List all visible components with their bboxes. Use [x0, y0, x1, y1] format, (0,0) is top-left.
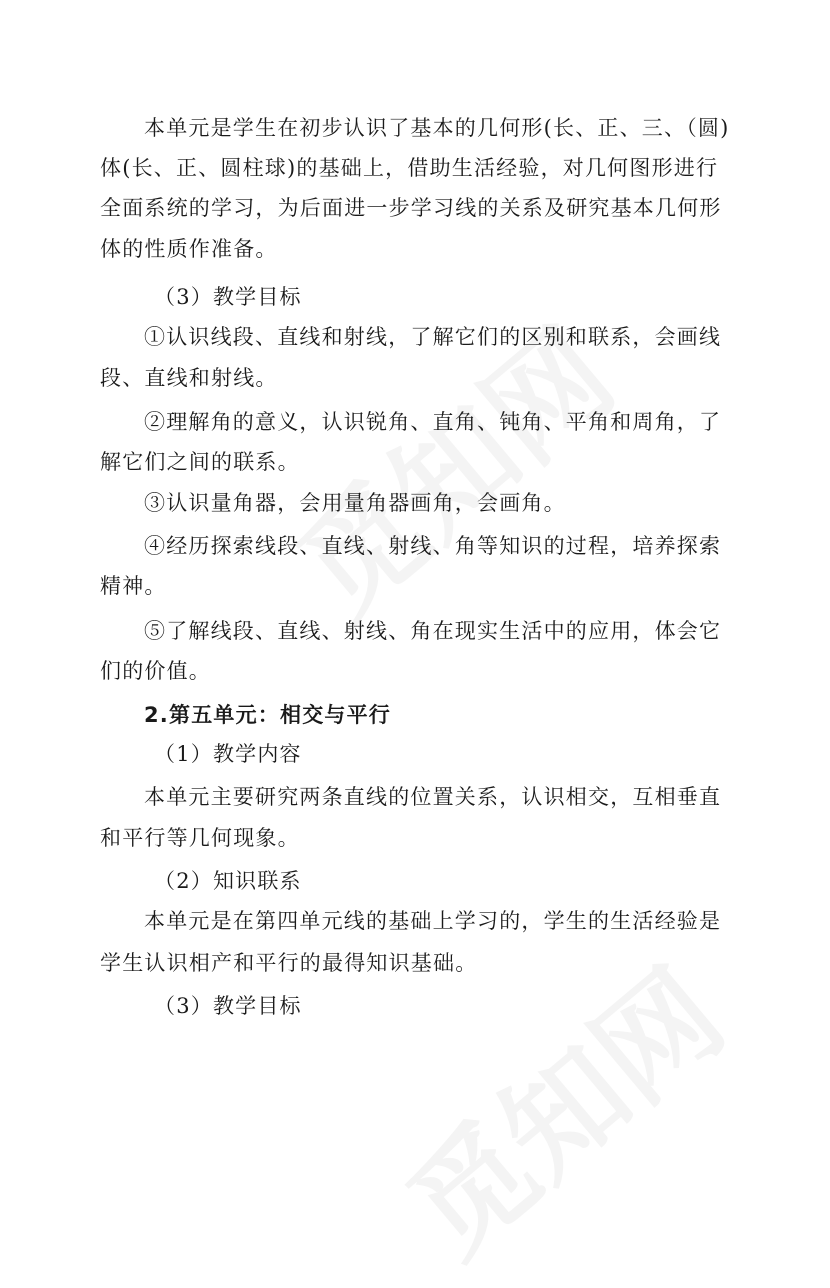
paragraph-line: 本单元是在第四单元线的基础上学习的，学生的生活经验是 — [144, 909, 722, 933]
paragraph-line: 体的性质作准备。 — [100, 237, 278, 261]
objective-item: ④经历探索线段、直线、射线、角等知识的过程，培养探索 — [144, 534, 722, 558]
section-subheading: （2）知识联系 — [154, 869, 302, 893]
objective-item: ②理解角的意义，认识锐角、直角、钝角、平角和周角，了 — [144, 410, 722, 434]
paragraph-line: 本单元主要研究两条直线的位置关系，认识相交，互相垂直 — [144, 785, 722, 809]
paragraph-line: 精神。 — [100, 574, 167, 598]
section-subheading: （3）教学目标 — [154, 285, 302, 309]
section-subheading: （1）教学内容 — [154, 742, 302, 766]
paragraph-line: 体(长、正、圆柱球)的基础上，借助生活经验，对几何图形进行 — [100, 156, 719, 180]
objective-item: ⑤了解线段、直线、射线、角在现实生活中的应用，体会它 — [144, 619, 722, 643]
section-subheading: （3）教学目标 — [154, 994, 302, 1018]
paragraph-line: 和平行等几何现象。 — [100, 826, 300, 850]
objective-item: ①认识线段、直线和射线，了解它们的区别和联系，会画线 — [144, 325, 722, 349]
paragraph-line: 学生认识相产和平行的最得知识基础。 — [100, 951, 478, 975]
paragraph-line: 解它们之间的联系。 — [100, 450, 300, 474]
paragraph-line: 全面系统的学习，为后面进一步学习线的关系及研究基本几何形 — [100, 196, 722, 220]
paragraph-line: 段、直线和射线。 — [100, 366, 278, 390]
watermark — [367, 924, 753, 1287]
objective-item: ③认识量角器，会用量角器画角，会画角。 — [144, 491, 566, 515]
paragraph-line: 们的价值。 — [100, 659, 211, 683]
section-heading: 2.第五单元：相交与平行 — [144, 703, 391, 727]
paragraph-line: 本单元是学生在初步认识了基本的几何形(长、正、三、（圆) — [144, 116, 730, 140]
